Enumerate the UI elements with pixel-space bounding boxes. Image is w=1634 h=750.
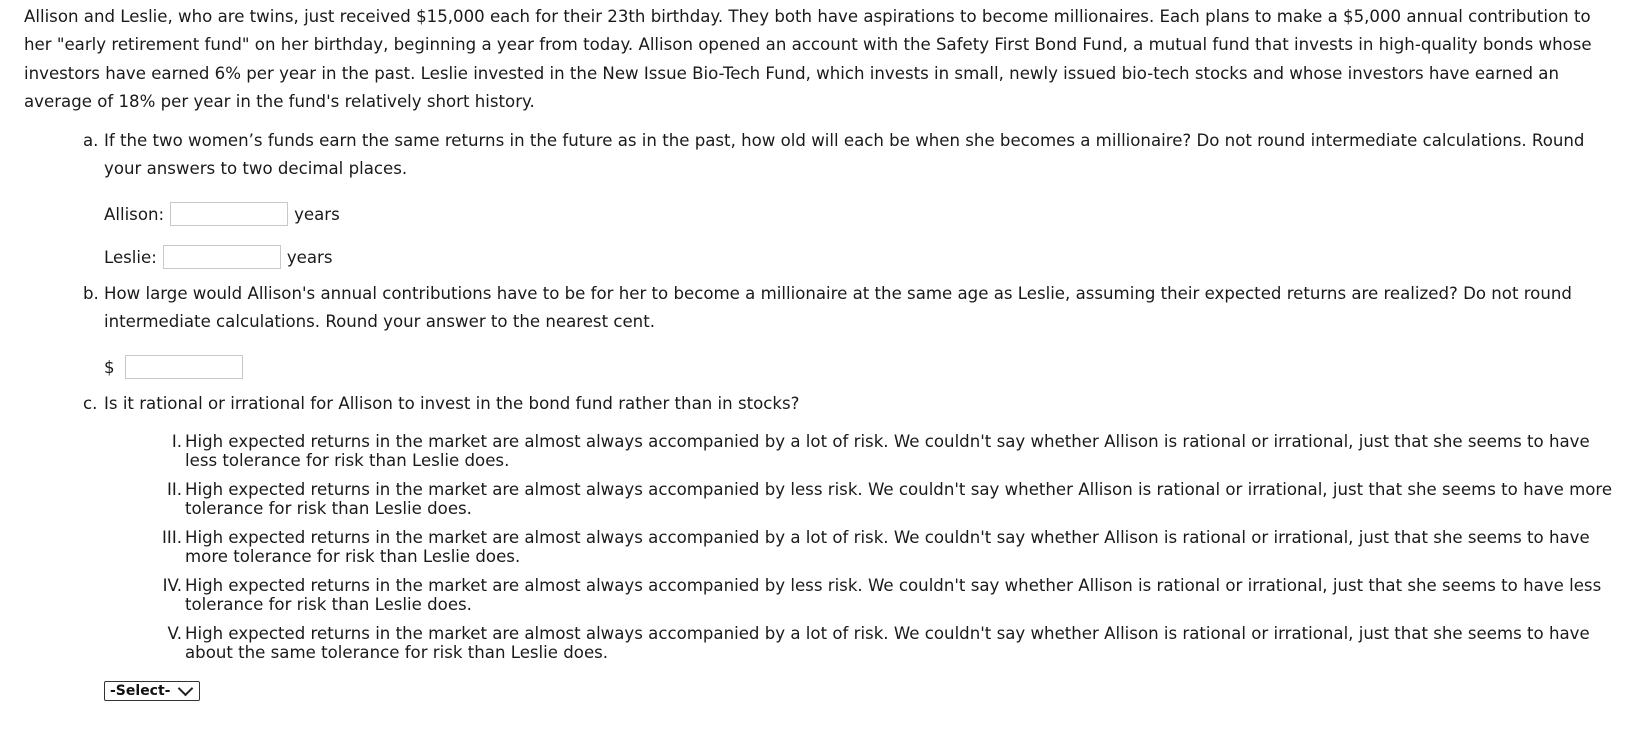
contribution-answer-row (104, 354, 243, 380)
allison-years-input[interactable] (170, 202, 288, 226)
answer-options-list (140, 432, 1620, 672)
list-item (140, 432, 1620, 470)
option-text: High expected returns in the market are almost always accompanied by a lot of risk. We couldn't say whether Allison is rational or irrational, just that she seems to have about the same tolerance for risk than Leslie does. (185, 624, 1590, 662)
option-numeral: I. (171, 432, 182, 451)
allison-unit: years (294, 204, 340, 224)
option-numeral: IV. (162, 576, 182, 595)
option-text: High expected returns in the market are almost always accompanied by less risk. We couldn't say whether Allison is rational or irrational, just that she seems to have less tolerance for risk than Leslie does. (185, 576, 1602, 614)
list-item (140, 480, 1620, 518)
allison-answer-row (104, 201, 340, 227)
list-item (140, 624, 1620, 662)
part-c-label: c. (83, 394, 98, 413)
part-b-question (83, 280, 1603, 337)
dollar-sign: $ (104, 357, 115, 377)
part-a-text: If the two women’s funds earn the same returns in the future as in the past, how old will each be when she becomes a millionaire? Do not round intermediate calculations. Round your answers to two decimal places. (104, 131, 1585, 179)
option-text: High expected returns in the market are almost always accompanied by less risk. We couldn't say whether Allison is rational or irrational, just that she seems to have more tolerance for risk than Leslie does. (185, 480, 1613, 518)
part-b-text: How large would Allison's annual contributions have to be for her to become a millionaire at the same age as Leslie, assuming their expected returns are realized? Do not round intermediate calculations. Round your answer to the nearest cent. (104, 284, 1572, 332)
leslie-unit: years (286, 247, 333, 267)
problem-statement: Allison and Leslie, who are twins, just received $15,000 each for their 23th birthday. They both have aspirations to become millionaires. Each plans to make a $5,000 annual contribution to her "early retirement fund" on her birthday, beginning a year from today. Allison opened an account with the Safety First Bond Fund, a mutual fund that invests in high-quality bonds whose investors have earned 6% per year in the past. Leslie invested in the New Issue Bio-Tech Fund, which invests in small, newly issued bio-tech stocks and whose investors have earned an average of 18% per year in the fund's relatively short history. (24, 7, 1592, 112)
answer-select-dropdown[interactable] (104, 681, 200, 701)
part-c-question (83, 390, 1603, 418)
leslie-answer-row (104, 244, 333, 270)
option-numeral: III. (162, 528, 182, 547)
list-item (140, 528, 1620, 566)
part-a-label: a. (83, 131, 99, 150)
part-b-label: b. (83, 284, 99, 303)
select-label: -Select- (110, 683, 171, 699)
contribution-input[interactable] (125, 355, 243, 379)
option-numeral: II. (166, 480, 182, 499)
chevron-down-icon (178, 681, 194, 697)
leslie-years-input[interactable] (163, 245, 281, 269)
allison-label: Allison: (104, 204, 165, 224)
option-text: High expected returns in the market are almost always accompanied by a lot of risk. We couldn't say whether Allison is rational or irrational, just that she seems to have less tolerance for risk than Leslie does. (185, 432, 1590, 470)
option-numeral: V. (167, 624, 182, 643)
list-item (140, 576, 1620, 614)
part-c-text: Is it rational or irrational for Allison to invest in the bond fund rather than in stocks? (104, 394, 800, 413)
part-a-question (83, 127, 1603, 184)
option-text: High expected returns in the market are almost always accompanied by a lot of risk. We couldn't say whether Allison is rational or irrational, just that she seems to have more tolerance for risk than Leslie does. (185, 528, 1590, 566)
leslie-label: Leslie: (104, 247, 157, 267)
